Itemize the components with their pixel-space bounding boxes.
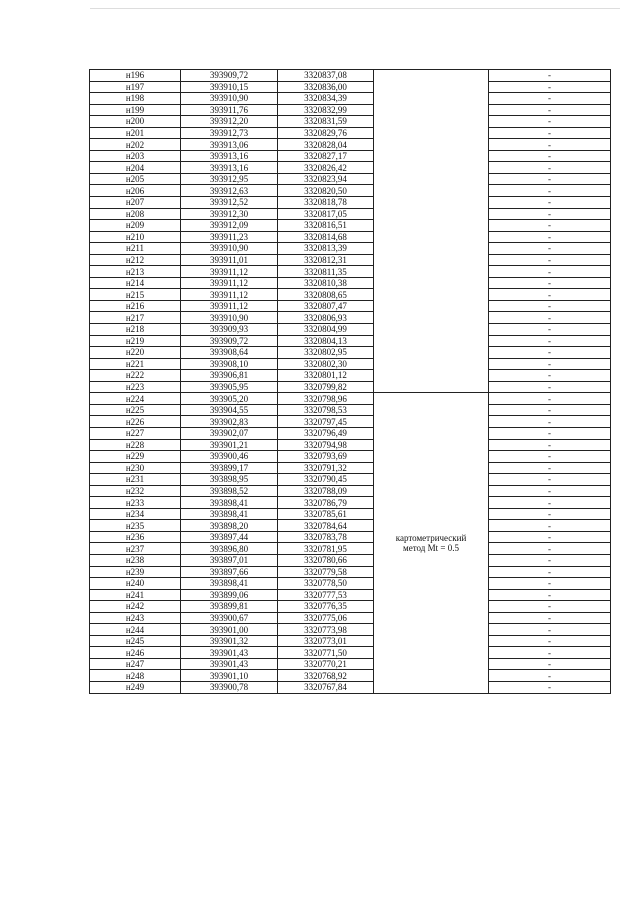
y-coordinate-cell: 3320808,65 [278,289,374,301]
x-coordinate-cell: 393910,90 [181,312,278,324]
note-cell: - [489,231,611,243]
x-coordinate-cell: 393905,95 [181,381,278,393]
x-coordinate-cell: 393896,80 [181,543,278,555]
note-cell: - [489,647,611,659]
table-row [90,474,611,486]
y-coordinate-cell: 3320798,53 [278,404,374,416]
point-name-cell: н219 [90,335,181,347]
x-coordinate-cell: 393902,83 [181,416,278,428]
y-coordinate-cell: 3320788,09 [278,485,374,497]
coordinates-table-body [90,70,611,694]
method-text-line: картометрический [395,532,467,543]
note-cell: - [489,381,611,393]
note-cell: - [489,266,611,278]
x-coordinate-cell: 393911,01 [181,254,278,266]
y-coordinate-cell: 3320799,82 [278,381,374,393]
note-cell: - [489,624,611,636]
y-coordinate-cell: 3320784,64 [278,520,374,532]
point-name-cell: н215 [90,289,181,301]
note-cell: - [489,370,611,382]
table-row [90,81,611,93]
table-row [90,566,611,578]
table-row [90,508,611,520]
table-row [90,381,611,393]
x-coordinate-cell: 393901,43 [181,647,278,659]
note-cell: - [489,393,611,405]
note-cell: - [489,601,611,613]
y-coordinate-cell: 3320817,05 [278,208,374,220]
point-name-cell: н234 [90,508,181,520]
point-name-cell: н232 [90,485,181,497]
note-cell: - [489,589,611,601]
point-name-cell: н214 [90,277,181,289]
note-cell: - [489,681,611,693]
x-coordinate-cell: 393899,17 [181,462,278,474]
table-row [90,139,611,151]
x-coordinate-cell: 393912,09 [181,220,278,232]
y-coordinate-cell: 3320790,45 [278,474,374,486]
y-coordinate-cell: 3320776,35 [278,601,374,613]
point-name-cell: н218 [90,324,181,336]
point-name-cell: н243 [90,612,181,624]
point-name-cell: н246 [90,647,181,659]
table-row [90,197,611,209]
point-name-cell: н230 [90,462,181,474]
point-name-cell: н227 [90,427,181,439]
x-coordinate-cell: 393901,43 [181,658,278,670]
y-coordinate-cell: 3320794,98 [278,439,374,451]
point-name-cell: н239 [90,566,181,578]
point-name-cell: н224 [90,393,181,405]
point-name-cell: н197 [90,81,181,93]
table-row [90,589,611,601]
scan-artifact-top [90,8,620,9]
x-coordinate-cell: 393909,72 [181,335,278,347]
y-coordinate-cell: 3320820,50 [278,185,374,197]
point-name-cell: н236 [90,531,181,543]
point-name-cell: н229 [90,451,181,463]
note-cell: - [489,658,611,670]
table-row [90,116,611,128]
table-row [90,289,611,301]
y-coordinate-cell: 3320786,79 [278,497,374,509]
method-text-line: метод Mt = 0.5 [403,542,459,553]
note-cell: - [489,416,611,428]
x-coordinate-cell: 393912,73 [181,127,278,139]
table-row [90,612,611,624]
y-coordinate-cell: 3320811,35 [278,266,374,278]
note-cell: - [489,243,611,255]
note-cell: - [489,358,611,370]
point-name-cell: н217 [90,312,181,324]
y-coordinate-cell: 3320793,69 [278,451,374,463]
note-cell: - [489,300,611,312]
note-cell: - [489,612,611,624]
x-coordinate-cell: 393910,90 [181,243,278,255]
y-coordinate-cell: 3320780,66 [278,554,374,566]
point-name-cell: н212 [90,254,181,266]
y-coordinate-cell: 3320836,00 [278,81,374,93]
note-cell: - [489,312,611,324]
point-name-cell: н211 [90,243,181,255]
coordinates-table [89,69,611,694]
table-row [90,150,611,162]
x-coordinate-cell: 393913,06 [181,139,278,151]
x-coordinate-cell: 393901,21 [181,439,278,451]
note-cell: - [489,220,611,232]
x-coordinate-cell: 393898,52 [181,485,278,497]
x-coordinate-cell: 393910,15 [181,81,278,93]
table-row [90,231,611,243]
table-row [90,451,611,463]
note-cell: - [489,162,611,174]
note-cell: - [489,150,611,162]
table-row [90,670,611,682]
y-coordinate-cell: 3320814,68 [278,231,374,243]
x-coordinate-cell: 393913,16 [181,162,278,174]
table-row [90,681,611,693]
table-row [90,162,611,174]
y-coordinate-cell: 3320779,58 [278,566,374,578]
note-cell: - [489,427,611,439]
table-row [90,497,611,509]
y-coordinate-cell: 3320829,76 [278,127,374,139]
table-row [90,658,611,670]
note-cell: - [489,474,611,486]
x-coordinate-cell: 393911,12 [181,277,278,289]
table-row [90,185,611,197]
x-coordinate-cell: 393899,81 [181,601,278,613]
note-cell: - [489,277,611,289]
point-name-cell: н248 [90,670,181,682]
point-name-cell: н226 [90,416,181,428]
note-cell: - [489,670,611,682]
y-coordinate-cell: 3320804,99 [278,324,374,336]
y-coordinate-cell: 3320770,21 [278,658,374,670]
point-name-cell: н244 [90,624,181,636]
method-cell-empty [374,70,489,393]
x-coordinate-cell: 393901,00 [181,624,278,636]
table-row [90,312,611,324]
point-name-cell: н199 [90,104,181,116]
x-coordinate-cell: 393898,20 [181,520,278,532]
table-row [90,370,611,382]
point-name-cell: н198 [90,93,181,105]
x-coordinate-cell: 393897,01 [181,554,278,566]
note-cell: - [489,566,611,578]
note-cell: - [489,578,611,590]
point-name-cell: н203 [90,150,181,162]
x-coordinate-cell: 393909,93 [181,324,278,336]
x-coordinate-cell: 393901,32 [181,635,278,647]
x-coordinate-cell: 393898,95 [181,474,278,486]
y-coordinate-cell: 3320807,47 [278,300,374,312]
point-name-cell: н221 [90,358,181,370]
y-coordinate-cell: 3320798,96 [278,393,374,405]
x-coordinate-cell: 393912,20 [181,116,278,128]
point-name-cell: н249 [90,681,181,693]
x-coordinate-cell: 393912,30 [181,208,278,220]
x-coordinate-cell: 393911,23 [181,231,278,243]
point-name-cell: н240 [90,578,181,590]
point-name-cell: н231 [90,474,181,486]
point-name-cell: н241 [90,589,181,601]
x-coordinate-cell: 393908,64 [181,347,278,359]
note-cell: - [489,554,611,566]
x-coordinate-cell: 393908,10 [181,358,278,370]
y-coordinate-cell: 3320823,94 [278,173,374,185]
y-coordinate-cell: 3320831,59 [278,116,374,128]
note-cell: - [489,404,611,416]
x-coordinate-cell: 393897,66 [181,566,278,578]
x-coordinate-cell: 393912,63 [181,185,278,197]
x-coordinate-cell: 393904,55 [181,404,278,416]
y-coordinate-cell: 3320781,95 [278,543,374,555]
y-coordinate-cell: 3320796,49 [278,427,374,439]
table-row [90,601,611,613]
x-coordinate-cell: 393911,12 [181,289,278,301]
x-coordinate-cell: 393906,81 [181,370,278,382]
table-row [90,624,611,636]
table-row [90,554,611,566]
x-coordinate-cell: 393912,95 [181,173,278,185]
note-cell: - [489,497,611,509]
y-coordinate-cell: 3320828,04 [278,139,374,151]
method-cell [374,393,489,693]
table-row [90,254,611,266]
point-name-cell: н200 [90,116,181,128]
y-coordinate-cell: 3320778,50 [278,578,374,590]
note-cell: - [489,520,611,532]
point-name-cell: н228 [90,439,181,451]
note-cell: - [489,485,611,497]
point-name-cell: н208 [90,208,181,220]
y-coordinate-cell: 3320834,39 [278,93,374,105]
table-row [90,70,611,82]
point-name-cell: н247 [90,658,181,670]
note-cell: - [489,139,611,151]
table-row [90,243,611,255]
table-row [90,578,611,590]
x-coordinate-cell: 393898,41 [181,578,278,590]
point-name-cell: н207 [90,197,181,209]
x-coordinate-cell: 393900,67 [181,612,278,624]
y-coordinate-cell: 3320775,06 [278,612,374,624]
note-cell: - [489,208,611,220]
x-coordinate-cell: 393905,20 [181,393,278,405]
table-row [90,531,611,543]
table-row [90,647,611,659]
table-row [90,208,611,220]
point-name-cell: н237 [90,543,181,555]
table-row [90,266,611,278]
y-coordinate-cell: 3320773,01 [278,635,374,647]
x-coordinate-cell: 393912,52 [181,197,278,209]
note-cell: - [489,335,611,347]
table-row [90,347,611,359]
y-coordinate-cell: 3320826,42 [278,162,374,174]
note-cell: - [489,93,611,105]
table-row [90,404,611,416]
x-coordinate-cell: 393909,72 [181,70,278,82]
x-coordinate-cell: 393902,07 [181,427,278,439]
y-coordinate-cell: 3320816,51 [278,220,374,232]
table-row [90,104,611,116]
x-coordinate-cell: 393911,12 [181,266,278,278]
table-row [90,358,611,370]
note-cell: - [489,439,611,451]
y-coordinate-cell: 3320804,13 [278,335,374,347]
table-row [90,393,611,405]
table-row [90,485,611,497]
note-cell: - [489,254,611,266]
note-cell: - [489,127,611,139]
y-coordinate-cell: 3320773,98 [278,624,374,636]
point-name-cell: н201 [90,127,181,139]
point-name-cell: н213 [90,266,181,278]
table-row [90,93,611,105]
note-cell: - [489,508,611,520]
y-coordinate-cell: 3320767,84 [278,681,374,693]
note-cell: - [489,347,611,359]
note-cell: - [489,116,611,128]
y-coordinate-cell: 3320771,50 [278,647,374,659]
note-cell: - [489,173,611,185]
y-coordinate-cell: 3320827,17 [278,150,374,162]
point-name-cell: н242 [90,601,181,613]
point-name-cell: н206 [90,185,181,197]
point-name-cell: н210 [90,231,181,243]
y-coordinate-cell: 3320777,53 [278,589,374,601]
x-coordinate-cell: 393911,12 [181,300,278,312]
note-cell: - [489,197,611,209]
table-row [90,220,611,232]
table-row [90,520,611,532]
note-cell: - [489,185,611,197]
point-name-cell: н209 [90,220,181,232]
table-row [90,127,611,139]
note-cell: - [489,104,611,116]
x-coordinate-cell: 393899,06 [181,589,278,601]
table-row [90,427,611,439]
point-name-cell: н233 [90,497,181,509]
table-row [90,324,611,336]
point-name-cell: н196 [90,70,181,82]
point-name-cell: н225 [90,404,181,416]
table-row [90,635,611,647]
note-cell: - [489,289,611,301]
table-row [90,277,611,289]
point-name-cell: н204 [90,162,181,174]
table-row [90,462,611,474]
table-row [90,416,611,428]
y-coordinate-cell: 3320785,61 [278,508,374,520]
y-coordinate-cell: 3320783,78 [278,531,374,543]
point-name-cell: н216 [90,300,181,312]
note-cell: - [489,462,611,474]
note-cell: - [489,451,611,463]
x-coordinate-cell: 393900,46 [181,451,278,463]
y-coordinate-cell: 3320806,93 [278,312,374,324]
table-row [90,335,611,347]
y-coordinate-cell: 3320801,12 [278,370,374,382]
note-cell: - [489,543,611,555]
y-coordinate-cell: 3320837,08 [278,70,374,82]
point-name-cell: н220 [90,347,181,359]
y-coordinate-cell: 3320797,45 [278,416,374,428]
point-name-cell: н238 [90,554,181,566]
note-cell: - [489,70,611,82]
point-name-cell: н202 [90,139,181,151]
x-coordinate-cell: 393911,76 [181,104,278,116]
note-cell: - [489,81,611,93]
point-name-cell: н235 [90,520,181,532]
table-row [90,300,611,312]
y-coordinate-cell: 3320802,30 [278,358,374,370]
table-row [90,439,611,451]
x-coordinate-cell: 393898,41 [181,497,278,509]
point-name-cell: н223 [90,381,181,393]
y-coordinate-cell: 3320810,38 [278,277,374,289]
y-coordinate-cell: 3320818,78 [278,197,374,209]
y-coordinate-cell: 3320802,95 [278,347,374,359]
note-cell: - [489,324,611,336]
table-row [90,173,611,185]
note-cell: - [489,531,611,543]
y-coordinate-cell: 3320813,39 [278,243,374,255]
x-coordinate-cell: 393898,41 [181,508,278,520]
x-coordinate-cell: 393910,90 [181,93,278,105]
y-coordinate-cell: 3320812,31 [278,254,374,266]
y-coordinate-cell: 3320768,92 [278,670,374,682]
x-coordinate-cell: 393901,10 [181,670,278,682]
point-name-cell: н205 [90,173,181,185]
x-coordinate-cell: 393900,78 [181,681,278,693]
x-coordinate-cell: 393897,44 [181,531,278,543]
x-coordinate-cell: 393913,16 [181,150,278,162]
point-name-cell: н245 [90,635,181,647]
table-row [90,543,611,555]
y-coordinate-cell: 3320791,32 [278,462,374,474]
note-cell: - [489,635,611,647]
point-name-cell: н222 [90,370,181,382]
y-coordinate-cell: 3320832,99 [278,104,374,116]
